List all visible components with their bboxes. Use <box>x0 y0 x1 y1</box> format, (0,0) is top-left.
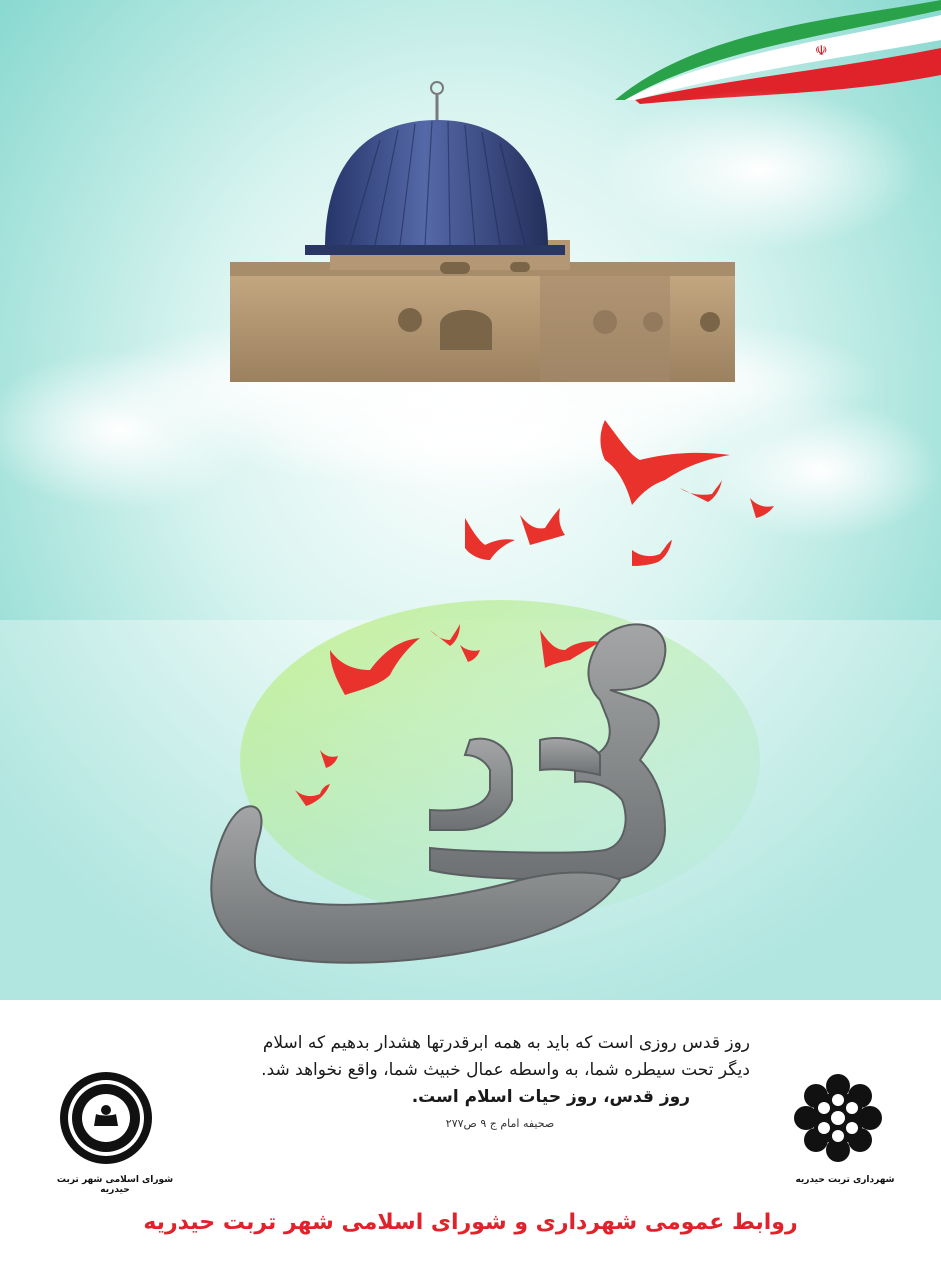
municipality-flower-icon <box>790 1070 886 1166</box>
footer-text: روابط عمومی شهرداری و شورای اسلامی شهر تربت حیدریه <box>143 1210 798 1235</box>
council-seal-icon <box>58 1070 154 1166</box>
quote-source: صحیفه امام ج ۹ ص۲۷۷ <box>445 1117 555 1130</box>
quote-emphasis: روز قدس، روز حیات اسلام است. <box>411 1087 690 1107</box>
municipality-logo-label: شهرداری تربت حیدریه <box>795 1175 895 1185</box>
quote-line-2: دیگر تحت سیطره شما، به واسطه عمال خبیث شما، واقع نخواهد شد. <box>261 1060 750 1080</box>
quote-line-1: روز قدس روزی است که باید به همه ابرقدرتها هشدار بدهیم که اسلام <box>262 1033 750 1053</box>
quote-block <box>190 1030 750 1130</box>
council-logo-label: شورای اسلامی شهر تربت حیدریه <box>56 1175 174 1195</box>
svg-text:☫: ☫ <box>815 43 828 59</box>
